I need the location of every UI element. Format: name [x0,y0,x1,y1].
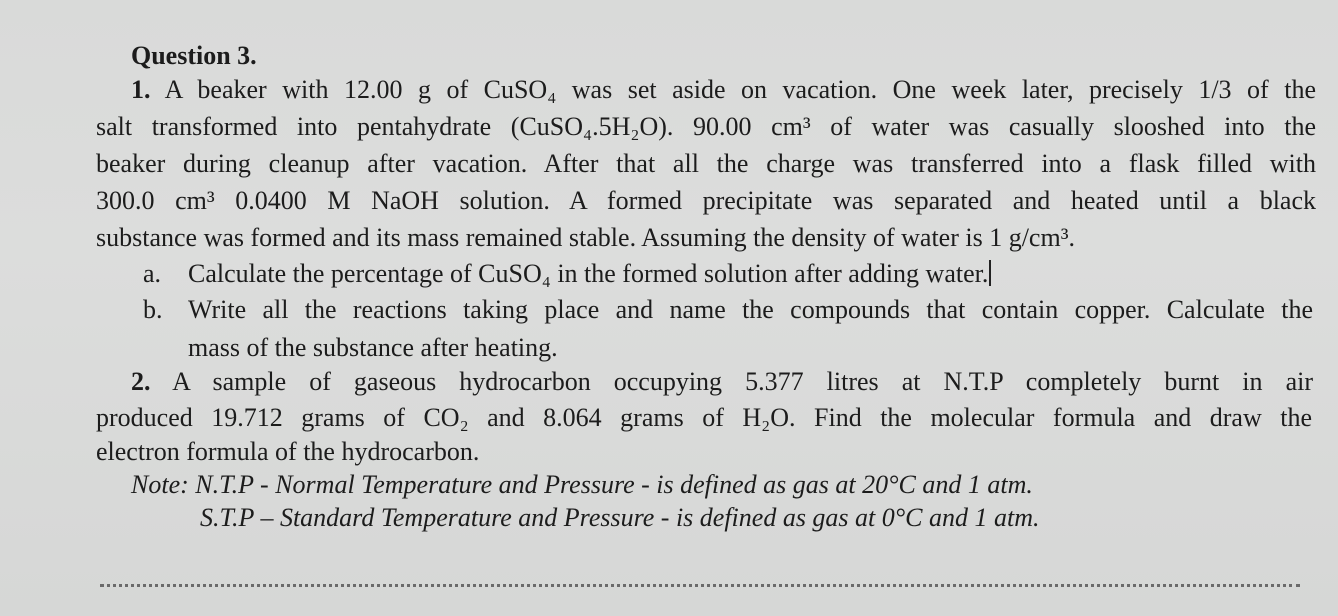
q2-line-3: electron formula of the hydrocarbon. [96,437,480,466]
q1-line-3: beaker during cleanup after vacation. After that all the charge was transferred into a flask filled with [96,149,1316,178]
note-line-1: Note: N.T.P - Normal Temperature and Pressure - is defined as gas at 20°C and 1 atm. [131,470,1033,499]
text-cursor [989,260,991,286]
q1-a-text: Calculate the percentage of CuSO₄ in the formed solution after adding water. [188,259,989,288]
q1-b-text-2: mass of the substance after heating. [188,333,558,362]
q2-line-1-text: A sample of gaseous hydrocarbon occupying 5.377 litres at N.T.P completely burnt in air [172,367,1313,396]
dotted-divider [100,584,1300,587]
q1-a-label: a. [143,259,162,288]
question-title: Question 3. [131,41,257,70]
q1-b-text-1: Write all the reactions taking place and name the compounds that contain copper. Calculate the [188,295,1313,324]
q1-line-1 [131,75,1316,105]
q1-line-5: substance was formed and its mass remained stable. Assuming the density of water is 1 g/cm³. [96,223,1075,252]
q1-line-1-text: A beaker with 12.00 g of CuSO₄ was set aside on vacation. One week later, precisely 1/3 of the [164,75,1316,104]
q1-a-item[interactable] [188,259,991,289]
q1-b-label: b. [143,295,163,324]
q1-number: 1. [131,75,151,104]
note-line-2: S.T.P – Standard Temperature and Pressure - is defined as gas at 0°C and 1 atm. [200,503,1040,532]
q2-line-1 [131,367,1313,397]
q1-line-4: 300.0 cm³ 0.0400 M NaOH solution. A formed precipitate was separated and heated until a black [96,186,1316,215]
q2-number: 2. [131,367,151,396]
q1-line-2: salt transformed into pentahydrate (CuSO₄.5H₂O). 90.00 cm³ of water was casually slooshed into the [96,112,1316,141]
q2-line-2: produced 19.712 grams of CO₂ and 8.064 grams of H₂O. Find the molecular formula and draw the [96,403,1312,432]
